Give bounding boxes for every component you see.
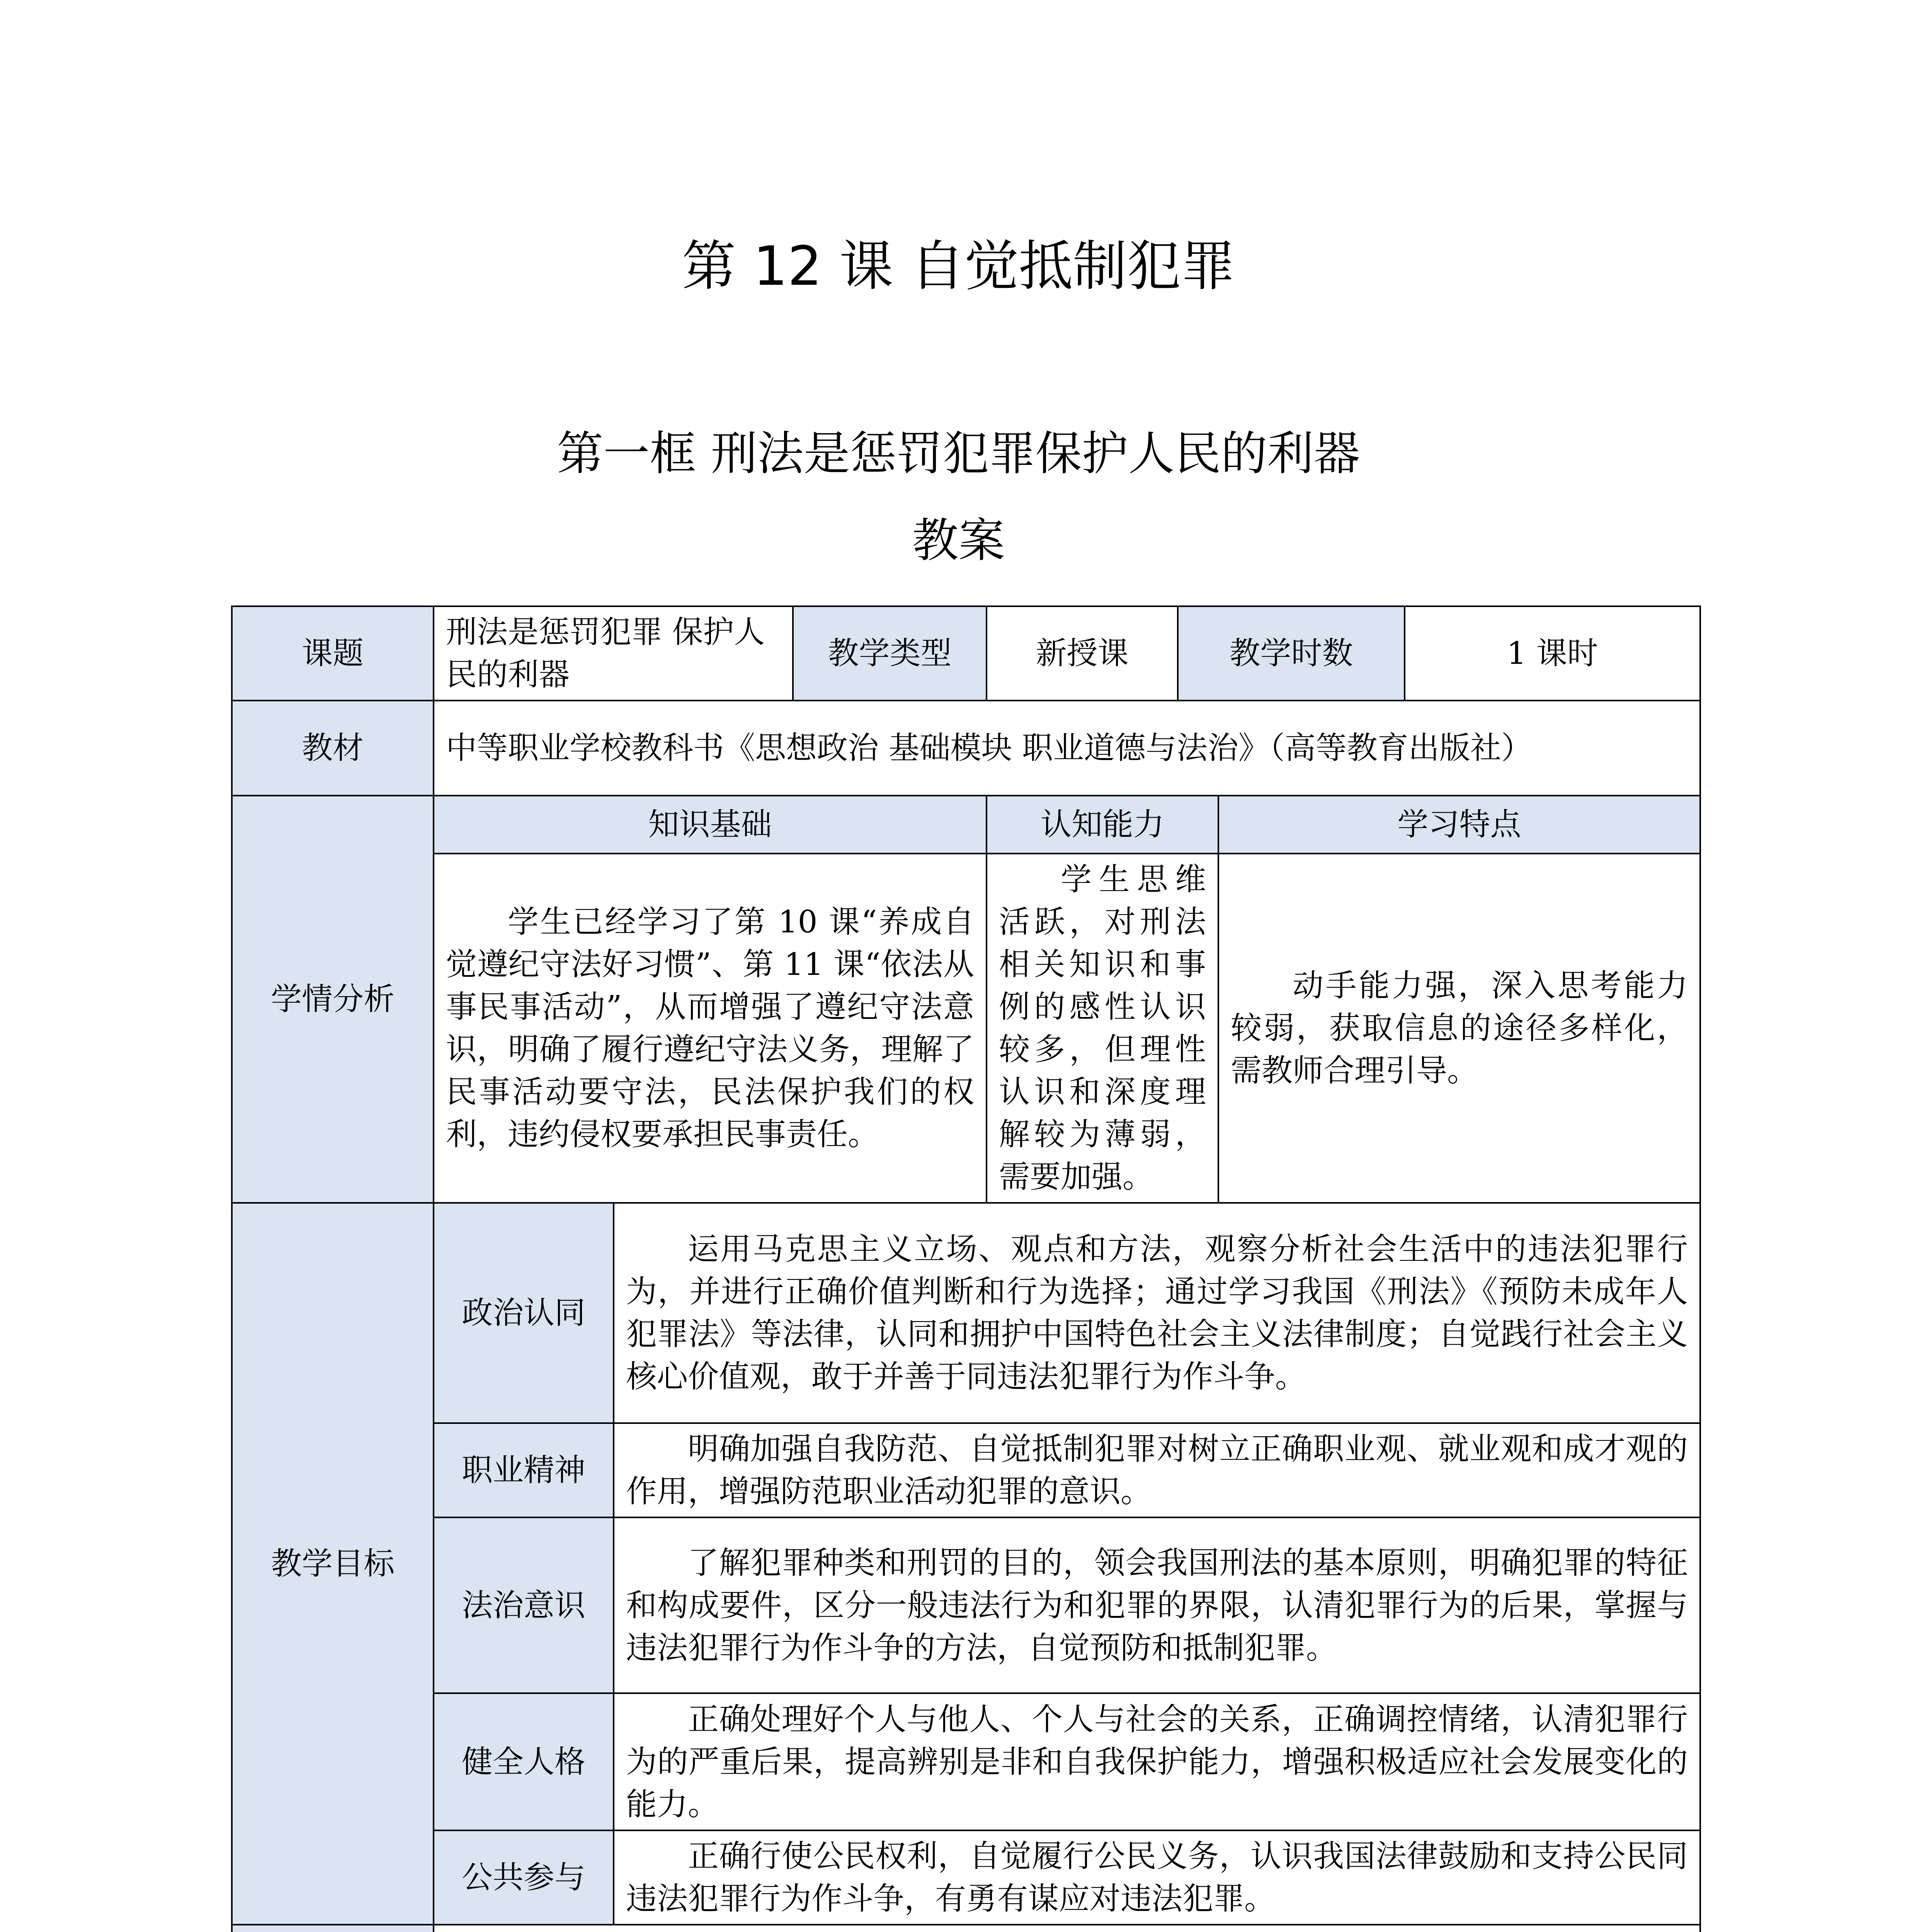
goal-name: 法治意识 [434,1517,614,1693]
type-value: 新授课 [987,606,1178,701]
goals-label: 教学目标 [232,1203,434,1925]
topic-value: 刑法是惩罚犯罪 保护人民的利器 [434,606,793,701]
analysis-label: 学情分析 [232,796,434,1203]
goal-row [232,1203,1700,1423]
key-row [232,1925,1700,1932]
goal-row [232,1693,1700,1830]
goal-text: 正确处理好个人与他人、个人与社会的关系，正确调控情绪，认清犯罪行为的严重后果，提高辨别是非和自我保护能力，增强积极适应社会发展变化的能力。 [614,1693,1700,1830]
key-label [232,1925,434,1932]
goal-text: 运用马克思主义立场、观点和方法，观察分析社会生活中的违法犯罪行为，并进行正确价值判断和行为选择；通过学习我国《刑法》《预防未成年人犯罪法》等法律，认同和拥护中国特色社会主义法律制度；自觉践行社会主义核心价值观，敢于并善于同违法犯罪行为作斗争。 [614,1203,1700,1423]
goal-row [232,1517,1700,1693]
textbook-row [232,701,1700,796]
hours-label: 教学时数 [1178,606,1405,701]
document-type: 教案 [912,514,1005,568]
knowledge-header: 知识基础 [434,796,987,854]
goal-text: 明确加强自我防范、自觉抵制犯罪对树立正确职业观、就业观和成才观的作用，增强防范职业活动犯罪的意识。 [614,1423,1700,1517]
goal-name: 公共参与 [434,1830,614,1925]
cognition-text: 学生思维活跃，对刑法相关知识和事例的感性认识较多，但理性认识和深度理解较为薄弱，需要加强。 [987,854,1218,1203]
goal-text: 了解犯罪种类和刑罚的目的，领会我国刑法的基本原则，明确犯罪的特征和构成要件，区分一般违法行为和犯罪的界限，认清犯罪行为的后果，掌握与违法犯罪行为作斗争的方法，自觉预防和抵制犯罪。 [614,1517,1700,1693]
analysis-header-row [232,796,1700,854]
goal-name: 职业精神 [434,1423,614,1517]
section-subtitle: 第一框 刑法是惩罚犯罪保护人民的利器 [557,427,1360,481]
goal-name: 政治认同 [434,1203,614,1423]
lesson-plan-table [231,605,1701,1932]
textbook-label: 教材 [232,701,434,796]
goal-name: 健全人格 [434,1693,614,1830]
goal-text: 正确行使公民权利，自觉履行公民义务，认识我国法律鼓励和支持公民同违法犯罪行为作斗争，有勇有谋应对违法犯罪。 [614,1830,1700,1925]
features-header: 学习特点 [1218,796,1700,854]
textbook-value: 中等职业学校教科书《思想政治 基础模块 职业道德与法治》（高等教育出版社） [434,701,1700,796]
cognition-header: 认知能力 [987,796,1218,854]
key-value [434,1925,1700,1932]
topic-row [232,606,1700,701]
lesson-title: 第 12 课 自觉抵制犯罪 [682,235,1235,298]
hours-value: 1 课时 [1405,606,1700,701]
knowledge-text: 学生已经学习了第 10 课“养成自觉遵纪守法好习惯”、第 11 课“依法从事民事活动”，从而增强了遵纪守法意识，明确了履行遵纪守法义务，理解了民事活动要守法，民法保护我们的权利，违约侵权要承担民事责任。 [434,854,987,1203]
goal-row [232,1423,1700,1517]
features-text: 动手能力强，深入思考能力较弱，获取信息的途径多样化，需教师合理引导。 [1218,854,1700,1203]
goal-row [232,1830,1700,1925]
type-label: 教学类型 [793,606,987,701]
topic-label: 课题 [232,606,434,701]
analysis-content-row [232,854,1700,1203]
